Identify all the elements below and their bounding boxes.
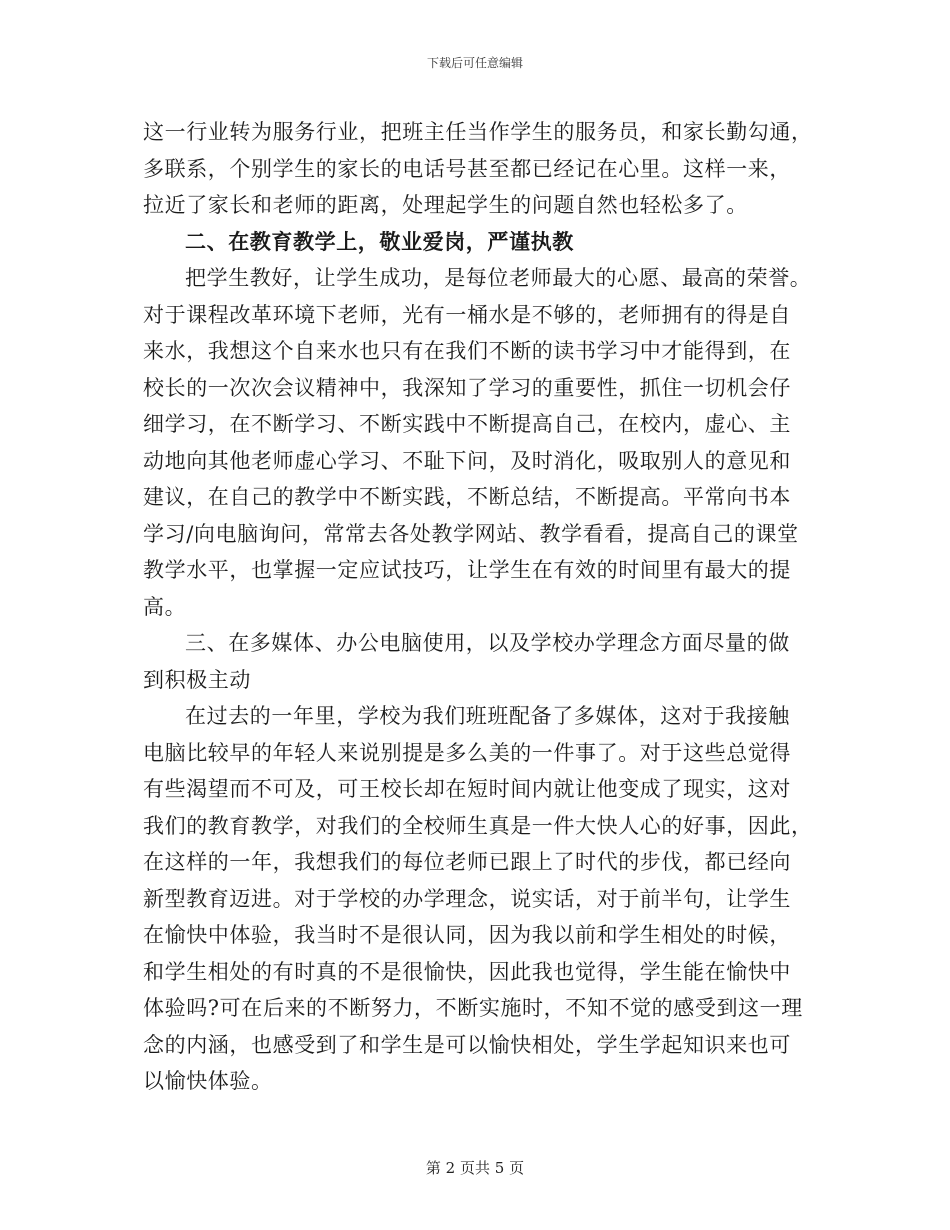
text-line: 念的内涵，也感受到了和学生是可以愉快相处，学生学起知识来也可 — [143, 1032, 791, 1057]
text-line: 来水，我想这个自来水也只有在我们不断的读书学习中才能得到，在 — [143, 339, 791, 363]
text-line: 体验吗?可在后来的不断努力，不断实施时，不知不觉的感受到这一理 — [143, 996, 803, 1020]
text-line: 校长的一次次会议精神中，我深知了学习的重要性，抓住一切机会仔 — [143, 375, 791, 400]
text-line: 在愉快中体验，我当时不是很认同，因为我以前和学生相处的时候， — [143, 923, 791, 947]
page-number-footer: 第 2 页共 5 页 — [425, 1159, 525, 1177]
text-line: 到积极主动 — [143, 667, 251, 692]
section-heading — [143, 224, 815, 261]
text-line: 教学水平，也掌握一定应试技巧，让学生在有效的时间里有最大的提 — [143, 558, 791, 582]
text-line: 把学生教好，让学生成功，是每位老师最大的心愿、最高的荣誉。 — [185, 266, 812, 290]
text-line: 三、在多媒体、办公电脑使用，以及学校办学理念方面尽量的做 — [185, 631, 790, 655]
text-line: 细学习，在不断学习、不断实践中不断提高自己，在校内，虚心、主 — [143, 412, 791, 436]
text-line: 对于课程改革环境下老师，光有一桶水是不够的，老师拥有的得是自 — [143, 302, 791, 327]
text-line: 拉近了家长和老师的距离，处理起学生的问题自然也轻松多了。 — [143, 193, 748, 217]
text-line: 有些渴望而不可及，可王校长却在短时间内就让他变成了现实，这对 — [143, 777, 791, 801]
text-line: 电脑比较早的年轻人来说别提是多么美的一件事了。对于这些总觉得 — [143, 740, 791, 765]
text-line: 在这样的一年，我想我们的每位老师已跟上了时代的步伐，都已经向 — [143, 850, 791, 874]
paragraph — [143, 114, 815, 224]
text-line: 和学生相处的有时真的不是很愉快，因此我也觉得，学生能在愉快中 — [143, 959, 791, 984]
paragraph — [143, 260, 815, 625]
text-line: 我们的教育教学，对我们的全校师生真是一件大快人心的好事，因此， — [143, 813, 813, 838]
page-header: 下载后可任意编辑 — [426, 56, 523, 70]
text-line: 以愉快体验。 — [143, 1069, 273, 1093]
heading-line: 二、在教育教学上，敬业爱岗，严谨执教 — [185, 228, 574, 254]
document-body — [143, 114, 815, 1100]
paragraph — [143, 698, 815, 1100]
paragraph — [143, 625, 815, 698]
text-line: 这一行业转为服务行业，把班主任当作学生的服务员，和家长勤勾通， — [143, 120, 813, 144]
text-line: 新型教育迈进。对于学校的办学理念，说实话，对于前半句，让学生 — [143, 886, 791, 911]
text-line: 在过去的一年里，学校为我们班班配备了多媒体，这对于我接触 — [185, 704, 790, 728]
text-line: 动地向其他老师虚心学习、不耻下问，及时消化，吸取别人的意见和 — [143, 448, 791, 473]
text-line: 多联系，个别学生的家长的电话号甚至都已经记在心里。这样一来， — [143, 156, 791, 181]
text-line: 高。 — [143, 594, 187, 619]
text-line: 学习/向电脑询问，常常去各处教学网站、教学看看，提高自己的课堂 — [143, 521, 799, 546]
text-line: 建议，在自己的教学中不断实践，不断总结，不断提高。平常向书本 — [143, 485, 791, 509]
